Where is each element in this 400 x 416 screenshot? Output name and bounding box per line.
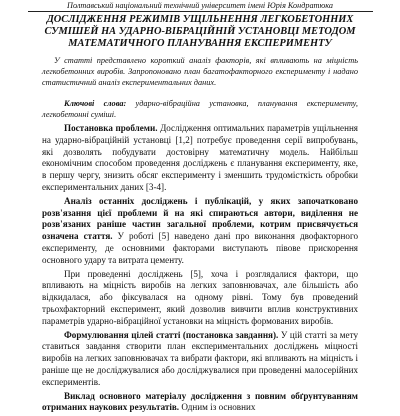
paragraph-main <box>42 391 358 415</box>
text-analysis: У роботі [5] наведено дані про виконання двофакторного експерименту, де основними факторами виступають півове прискорення основного удару та витрата цементу. <box>42 231 359 265</box>
heading-goals: Формулювання цілей статті (постановка завдання). <box>64 329 279 340</box>
paragraph-analysis-2: При проведенні досліджень [5], хоча і розглядалися фактори, що впливають на міцність виробів на легких заповнювачах, але більшість або відкидалася, або фіксувалася на одному рівні. Тому був проведений трьохфакторний експеримент, який дозволив вивчити вплив конструктивних параметрів ударно-вібраційної установки на міцність формованих виробів. <box>42 268 358 326</box>
keywords-label: Ключові слова: <box>64 99 127 108</box>
abstract: У статті представлено короткий аналіз факторів, які впливають на міцність легкобетонних виробів. Запропоновано план багатофакторного експерименту і надано статистичний аналіз експериментальних даних. <box>42 56 358 87</box>
article-body <box>42 123 358 416</box>
paper-title: ДОСЛІДЖЕННЯ РЕЖИМІВ УЩІЛЬНЕННЯ ЛЕГКОБЕТОННИХ СУМІШЕЙ НА УДАРНО-ВІБРАЦІЙНІЙ УСТАНОВЦІ МЕТОДОМ МАТЕМАТИЧНОГО ПЛАНУВАННЯ ЕКСПЕРИМЕНТУ <box>44 14 356 49</box>
text-main: Одним із основних <box>179 402 256 413</box>
heading-main: Виклад основного матеріалу дослідження з повним обґрунтуванням отриманих наукових результатів. <box>42 390 358 413</box>
paragraph-analysis <box>42 196 358 267</box>
text-problem: Дослідження оптимальних параметрів ущільнення на ударно-вібраційній установці [1,2] потребує проведення серії випробувань, які дозволять побудувати достовірну математичну модель. Найбільш економічним способом проведення досліджень є планування експерименту, яке, в першу чергу, знизить обсяг експерименту і зменшить трудомісткість обробки експериментальних даних [3-4]. <box>42 123 358 192</box>
paragraph-problem <box>42 123 358 194</box>
keywords-text: ударно-вібраційна установка, планування експерименту, легкобетонні суміші. <box>42 99 358 119</box>
keywords <box>42 98 358 120</box>
text-goals: У цій статті за мету ставиться завдання створити план експериментальних досліджень міцності виробів на легких заповнювачах та вибрати фактори, які впливають на міцність і раніше ще не досліджувалися або досліджувалися при проведенні малосерійних експериментів. <box>42 329 358 387</box>
header-rule <box>28 11 373 12</box>
heading-analysis: Аналіз останніх досліджень і публікацій, у яких започатковано розв'язання цієї проблеми й на які спираються автори, виділення не розв'язаних раніше частин загальної проблеми, котрим присвячується означена стаття. <box>42 195 358 242</box>
affiliation-header: Полтавський національний технічний університет імені Юрія Кондратюка <box>67 1 333 10</box>
paragraph-goals <box>42 330 358 389</box>
heading-problem: Постановка проблеми. <box>64 123 158 133</box>
